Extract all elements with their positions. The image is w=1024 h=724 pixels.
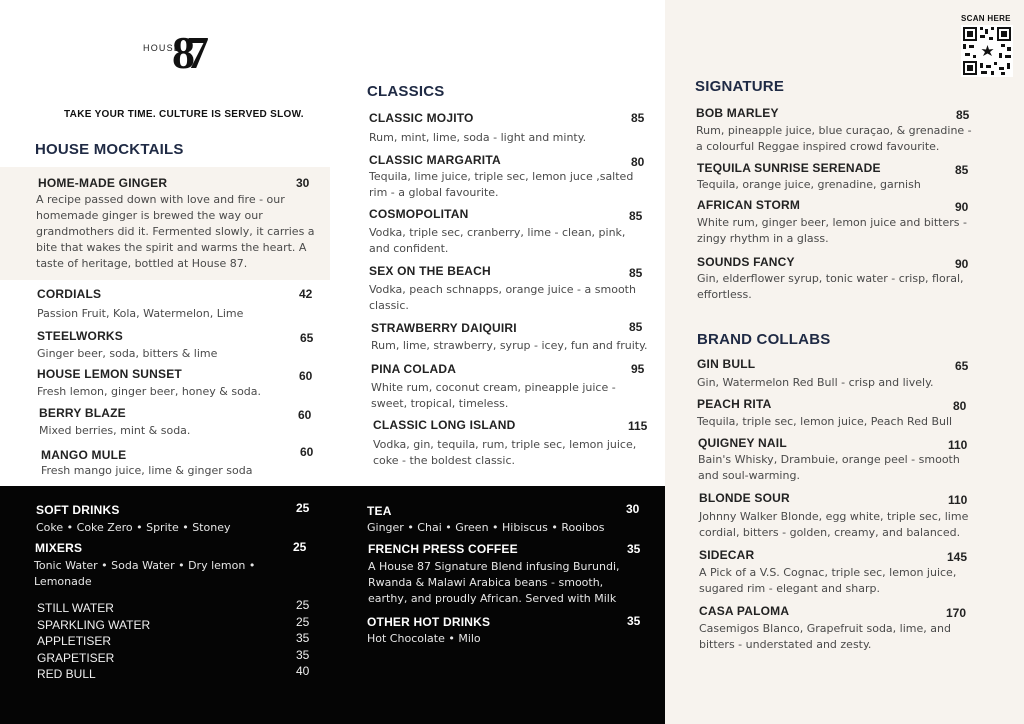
menu-item: [696, 106, 976, 155]
item-price: 42: [299, 287, 313, 301]
item-price: 80: [953, 399, 967, 413]
menu-item: [37, 287, 317, 322]
menu-item: [367, 615, 647, 647]
menu-item: [699, 604, 979, 653]
list-item: [37, 630, 313, 647]
item-name: CASA PALOMA: [699, 604, 790, 618]
item-price: 85: [955, 163, 969, 177]
item-name: PEACH RITA: [697, 397, 772, 411]
item-name: GRAPETISER: [37, 650, 115, 665]
item-desc: Tequila, triple sec, lemon juice, Peach Red Bull: [697, 415, 953, 428]
qr-label: SCAN HERE: [961, 14, 1011, 23]
menu-item: [368, 542, 648, 607]
item-desc: Fresh mango juice, lime & ginger soda: [41, 464, 253, 477]
item-price: 90: [955, 257, 969, 271]
item-desc: Rum, lime, strawberry, syrup - icey, fun and fruity.: [371, 339, 648, 352]
menu-item: [367, 504, 647, 536]
item-desc: Gin, Watermelon Red Bull - crisp and lively.: [697, 376, 934, 389]
item-price: 35: [296, 647, 310, 662]
item-name: SOUNDS FANCY: [697, 255, 795, 269]
menu-item: [698, 436, 978, 484]
menu-item: [697, 161, 977, 193]
item-name: TEA: [367, 504, 392, 518]
item-name: HOUSE LEMON SUNSET: [37, 367, 182, 381]
item-name: STILL WATER: [37, 601, 114, 615]
menu-item: [369, 264, 651, 314]
item-price: 60: [300, 445, 314, 459]
item-desc: Rum, mint, lime, soda - light and minty.: [369, 131, 587, 144]
logo-number: 87: [172, 27, 200, 78]
house-87-logo: [143, 27, 223, 82]
item-price: 40: [296, 664, 310, 678]
item-name: FRENCH PRESS COFFEE: [368, 542, 518, 556]
item-price: 65: [955, 359, 969, 373]
item-name: PINA COLADA: [371, 362, 457, 376]
logo-word: HOUSE: [143, 43, 182, 53]
item-price: 85: [956, 108, 970, 122]
item-desc: Gin, elderflower syrup, tonic water - crisp, floral, effortless.: [697, 272, 964, 301]
item-desc: White rum, ginger beer, lemon juice and bitters - zingy rhythm in a glass.: [697, 216, 967, 245]
menu-item: [373, 418, 655, 469]
item-price: 85: [629, 320, 643, 334]
item-desc: Coke • Coke Zero • Sprite • Stoney: [36, 521, 231, 534]
item-name: HOME-MADE GINGER: [38, 176, 168, 190]
list-item: [37, 614, 313, 631]
signature-heading: SIGNATURE: [695, 78, 785, 95]
item-name: SPARKLING WATER: [37, 617, 151, 632]
item-name: OTHER HOT DRINKS: [367, 615, 491, 629]
mocktails-heading: HOUSE MOCKTAILS: [35, 141, 184, 158]
item-name: QUIGNEY NAIL: [698, 436, 787, 450]
item-price: 60: [299, 369, 313, 383]
item-price: 145: [947, 550, 968, 564]
item-name: MANGO MULE: [41, 448, 127, 462]
item-price: 35: [296, 631, 310, 645]
item-name: SOFT DRINKS: [36, 503, 120, 517]
menu-item: [371, 321, 653, 354]
item-desc: Ginger beer, soda, bitters & lime: [37, 347, 218, 360]
item-price: 85: [631, 111, 645, 125]
menu-item: [699, 548, 979, 597]
item-price: 35: [627, 614, 641, 628]
item-price: 65: [300, 331, 314, 345]
item-desc: Ginger • Chai • Green • Hibiscus • Rooibos: [367, 521, 605, 534]
classics-heading: CLASSICS: [367, 83, 445, 100]
item-desc: A House 87 Signature Blend infusing Burundi, Rwanda & Malawi Arabica beans - smooth, earthy, and proudly African. Served with Milk: [368, 560, 620, 605]
list-item: [37, 597, 313, 614]
item-desc: A recipe passed down with love and fire - our homemade ginger is brewed the way our grandmothers did it. Fermented slowly, it carries a bite that wakes the spirit and warms the heart. A taste of heritage, bottled at House 87.: [36, 193, 315, 270]
item-desc: Tonic Water • Soda Water • Dry lemon • Lemonade: [34, 559, 256, 588]
menu-item: [371, 362, 653, 412]
item-price: 115: [628, 419, 648, 433]
list-item: [37, 647, 313, 664]
item-desc: Passion Fruit, Kola, Watermelon, Lime: [37, 307, 244, 320]
item-desc: A Pick of a V.S. Cognac, triple sec, lemon juice, sugared rim - elegant and sharp.: [699, 566, 957, 595]
item-desc: White rum, coconut cream, pineapple juice - sweet, tropical, timeless.: [371, 381, 616, 410]
item-name: COSMOPOLITAN: [369, 207, 469, 221]
tagline: TAKE YOUR TIME. CULTURE IS SERVED SLOW.: [64, 109, 304, 120]
item-price: 25: [296, 614, 310, 629]
item-name: CLASSIC LONG ISLAND: [373, 418, 516, 432]
item-desc: Vodka, peach schnapps, orange juice - a smooth classic.: [369, 283, 636, 312]
menu-item: [697, 357, 977, 391]
menu-item: [369, 207, 651, 257]
item-price: 25: [296, 501, 310, 515]
item-desc: Mixed berries, mint & soda.: [39, 424, 191, 437]
qr-code[interactable]: [961, 25, 1013, 77]
item-name: STRAWBERRY DAIQUIRI: [371, 321, 517, 335]
item-name: STEELWORKS: [37, 329, 124, 343]
item-name: BERRY BLAZE: [39, 406, 126, 420]
item-desc: Vodka, triple sec, cranberry, lime - clean, pink, and confident.: [369, 226, 626, 255]
item-name: SIDECAR: [699, 548, 755, 562]
menu-item: [41, 445, 321, 479]
menu-item: [697, 198, 977, 247]
item-price: 80: [631, 155, 645, 169]
menu-item: [697, 255, 977, 303]
item-price: 110: [948, 493, 968, 507]
item-price: 95: [631, 362, 645, 376]
item-price: 60: [298, 408, 312, 422]
item-price: 30: [296, 176, 310, 190]
item-name: CLASSIC MOJITO: [369, 111, 474, 125]
item-name: GIN BULL: [697, 357, 756, 371]
item-price: 30: [626, 502, 640, 516]
menu-item: [37, 329, 317, 362]
item-price: 90: [955, 200, 969, 214]
menu-item: [36, 503, 316, 536]
item-price: 85: [629, 266, 643, 280]
item-desc: Tequila, orange juice, grenadine, garnish: [697, 178, 921, 191]
item-name: AFRICAN STORM: [697, 198, 801, 212]
item-price: 110: [948, 438, 968, 452]
item-price: 85: [629, 209, 643, 223]
item-price: 25: [293, 540, 307, 554]
item-desc: Casemigos Blanco, Grapefruit soda, lime, and bitters - understated and zesty.: [699, 622, 951, 651]
item-price: 170: [946, 606, 967, 620]
menu-item: [37, 367, 317, 400]
item-name: MIXERS: [35, 541, 83, 555]
item-name: SEX ON THE BEACH: [369, 264, 491, 278]
item-desc: Fresh lemon, ginger beer, honey & soda.: [37, 385, 262, 398]
item-name: BLONDE SOUR: [699, 491, 790, 505]
item-desc: Vodka, gin, tequila, rum, triple sec, lemon juice, coke - the boldest classic.: [373, 438, 637, 467]
item-name: RED BULL: [37, 667, 96, 681]
menu-item: [34, 541, 314, 590]
item-desc: Rum, pineapple juice, blue curaçao, & grenadine - a colourful Reggae inspired crowd favourite.: [696, 124, 972, 153]
item-name: BOB MARLEY: [696, 106, 779, 120]
menu-item: [369, 153, 651, 201]
item-name: CORDIALS: [37, 287, 102, 301]
menu-item: [699, 491, 979, 541]
item-desc: Johnny Walker Blonde, egg white, triple sec, lime cordial, bitters - golden, creamy, and balanced.: [699, 510, 969, 539]
item-name: CLASSIC MARGARITA: [369, 153, 501, 167]
item-name: TEQUILA SUNRISE SERENADE: [697, 161, 881, 175]
list-item: [37, 663, 313, 680]
item-name: APPLETISER: [37, 634, 112, 648]
collabs-heading: BRAND COLLABS: [697, 331, 831, 348]
item-price: 25: [296, 598, 310, 612]
menu-item: [697, 397, 977, 430]
featured-mocktail: [36, 176, 324, 272]
item-desc: Tequila, lime juice, triple sec, lemon juce ,salted rim - a global favourite.: [369, 170, 634, 199]
item-desc: Hot Chocolate • Milo: [367, 632, 481, 645]
simple-list: [37, 597, 313, 680]
item-desc: Bain's Whisky, Drambuie, orange peel - smooth and soul-warming.: [698, 453, 960, 482]
menu-item: [369, 111, 651, 146]
item-price: 35: [627, 542, 641, 556]
menu-item: [39, 406, 319, 439]
